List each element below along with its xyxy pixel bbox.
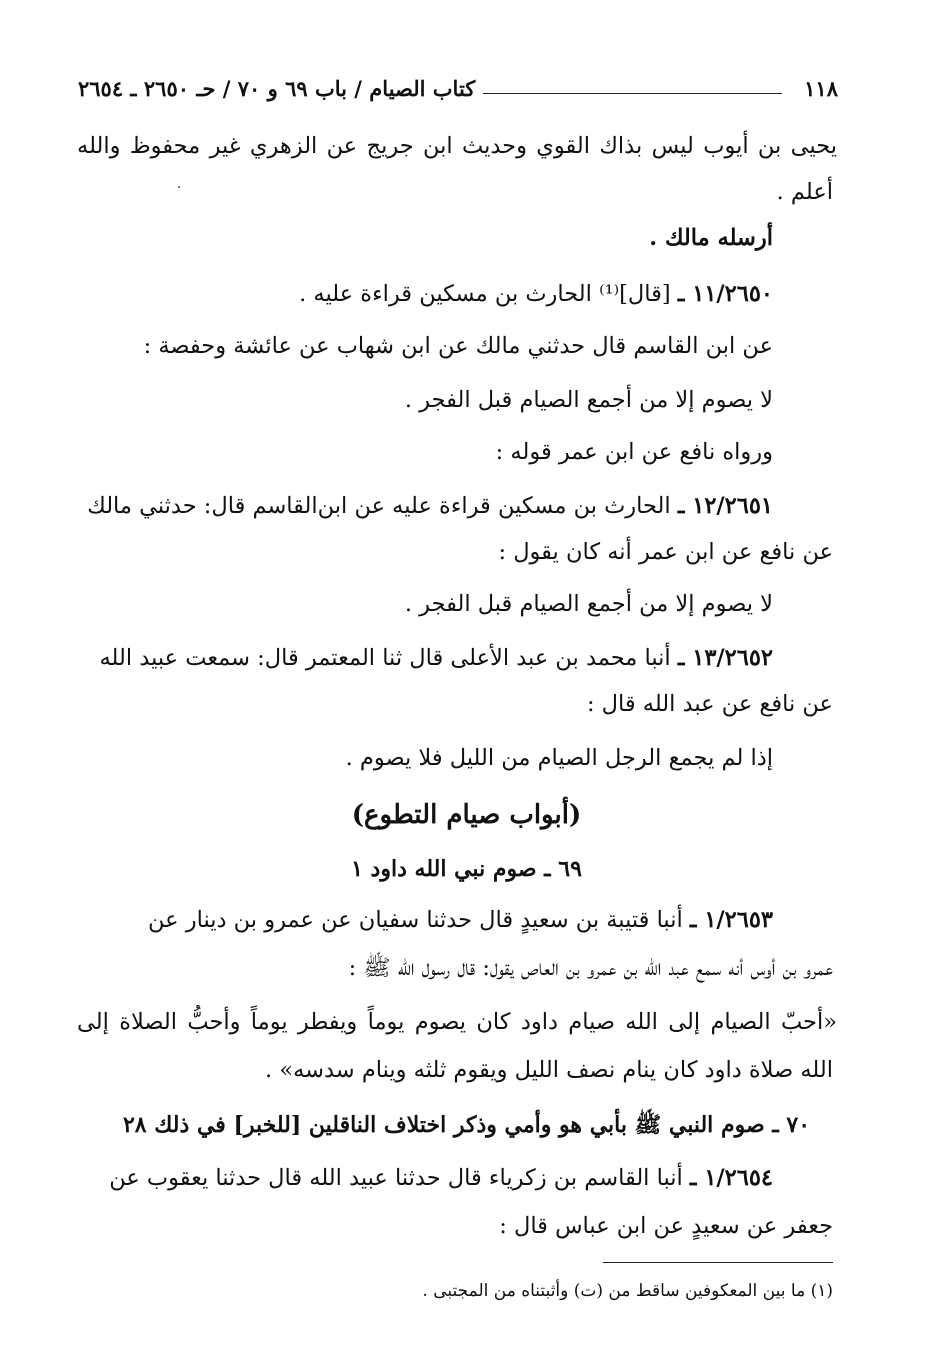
hadith-number: ١٣/٢٦٥٢ ـ bbox=[677, 645, 773, 671]
hadith-number: ١١/٢٦٥٠ ـ bbox=[677, 281, 773, 307]
hadith-number: ١/٢٦٥٤ ـ bbox=[689, 1165, 773, 1191]
hadith-2652 bbox=[73, 638, 773, 678]
section-title: (أبواب صيام التطوع) bbox=[351, 800, 582, 830]
text-line: عن ابن القاسم قال حدثني مالك عن ابن شهاب عن عائشة وحفصة : bbox=[143, 333, 773, 359]
running-title: كتاب الصيام / باب ٦٩ و ٧٠ / حـ ٢٦٥٠ ـ ٢٦٥٤ bbox=[78, 75, 476, 101]
text-line: عن نافع عن ابن عمر أنه كان يقول : bbox=[498, 539, 833, 565]
text-line: لا يصوم إلا من أجمع الصيام قبل الفجر . bbox=[404, 387, 773, 413]
header-rule bbox=[483, 93, 782, 94]
text-line: عمرو بن أوس أنه سمع عبد الله بن عمرو بن العاص يقول: قال رسول الله ﷺ : bbox=[348, 955, 833, 981]
hadith-number: ١/٢٦٥٣ ـ bbox=[689, 907, 773, 933]
hadith-text: أنبا محمد بن عبد الأعلى قال ثنا المعتمر قال: سمعت عبيد الله bbox=[99, 645, 671, 671]
hadith-2651 bbox=[73, 486, 773, 526]
chapter-70-title: ٧٠ ـ صوم النبي ﷺ بأبي هو وأمي وذكر اختلاف الناقلين [للخبر] في ذلك ٢٨ bbox=[122, 1112, 811, 1138]
text-line: أعلم . bbox=[776, 179, 833, 205]
text-line: لا يصوم إلا من أجمع الصيام قبل الفجر . bbox=[404, 591, 773, 617]
footnote-rule bbox=[603, 1262, 833, 1263]
text-line: إذا لم يجمع الرجل الصيام من الليل فلا يصوم . bbox=[345, 745, 773, 771]
text-line: ورواه نافع عن ابن عمر قوله : bbox=[495, 439, 773, 465]
hadith-text: أنبا قتيبة بن سعيدٍ قال حدثنا سفيان عن عمرو بن دينار عن bbox=[148, 907, 683, 933]
hadith-text: أنبا القاسم بن زكرياء قال حدثنا عبيد الله قال حدثنا يعقوب عن bbox=[109, 1165, 683, 1191]
text-line: جعفر عن سعيدٍ عن ابن عباس قال : bbox=[499, 1213, 833, 1239]
text-line: أرسله مالك . bbox=[649, 225, 773, 251]
text-line: «أحبّ الصيام إلى الله صيام داود كان يصوم يوماً ويفطر يوماً وأحبُّ الصلاة إلى bbox=[77, 1009, 837, 1035]
hadith-2650 bbox=[73, 274, 773, 314]
hadith-text: الحارث بن مسكين قراءة عليه عن ابن‌القاسم قال: حدثني مالك bbox=[87, 493, 671, 519]
hadith-number: ١٢/٢٦٥١ ـ bbox=[677, 493, 773, 519]
footnote: (١) ما بين المعكوفين ساقط من (ت) وأثبتناه من المجتبى . bbox=[422, 1281, 833, 1301]
hadith-2653 bbox=[73, 900, 773, 940]
text-line: عن نافع عن عبد الله قال : bbox=[586, 691, 833, 717]
hadith-2654 bbox=[73, 1158, 773, 1198]
page-number: ١١٨ bbox=[804, 75, 838, 101]
chapter-69-title: ٦٩ ـ صوم نبي الله داود ١ bbox=[351, 856, 582, 882]
scan-speck bbox=[178, 186, 180, 188]
text-line: يحيى بن أيوب ليس بذاك القوي وحديث ابن جريج عن الزهري غير محفوظ والله bbox=[77, 133, 837, 159]
hadith-text: [قال]⁽¹⁾ الحارث بن مسكين قراءة عليه . bbox=[299, 281, 671, 307]
text-line: الله صلاة داود كان ينام نصف الليل ويقوم ثلثه وينام سدسه» . bbox=[265, 1057, 833, 1083]
page-header bbox=[78, 70, 838, 106]
